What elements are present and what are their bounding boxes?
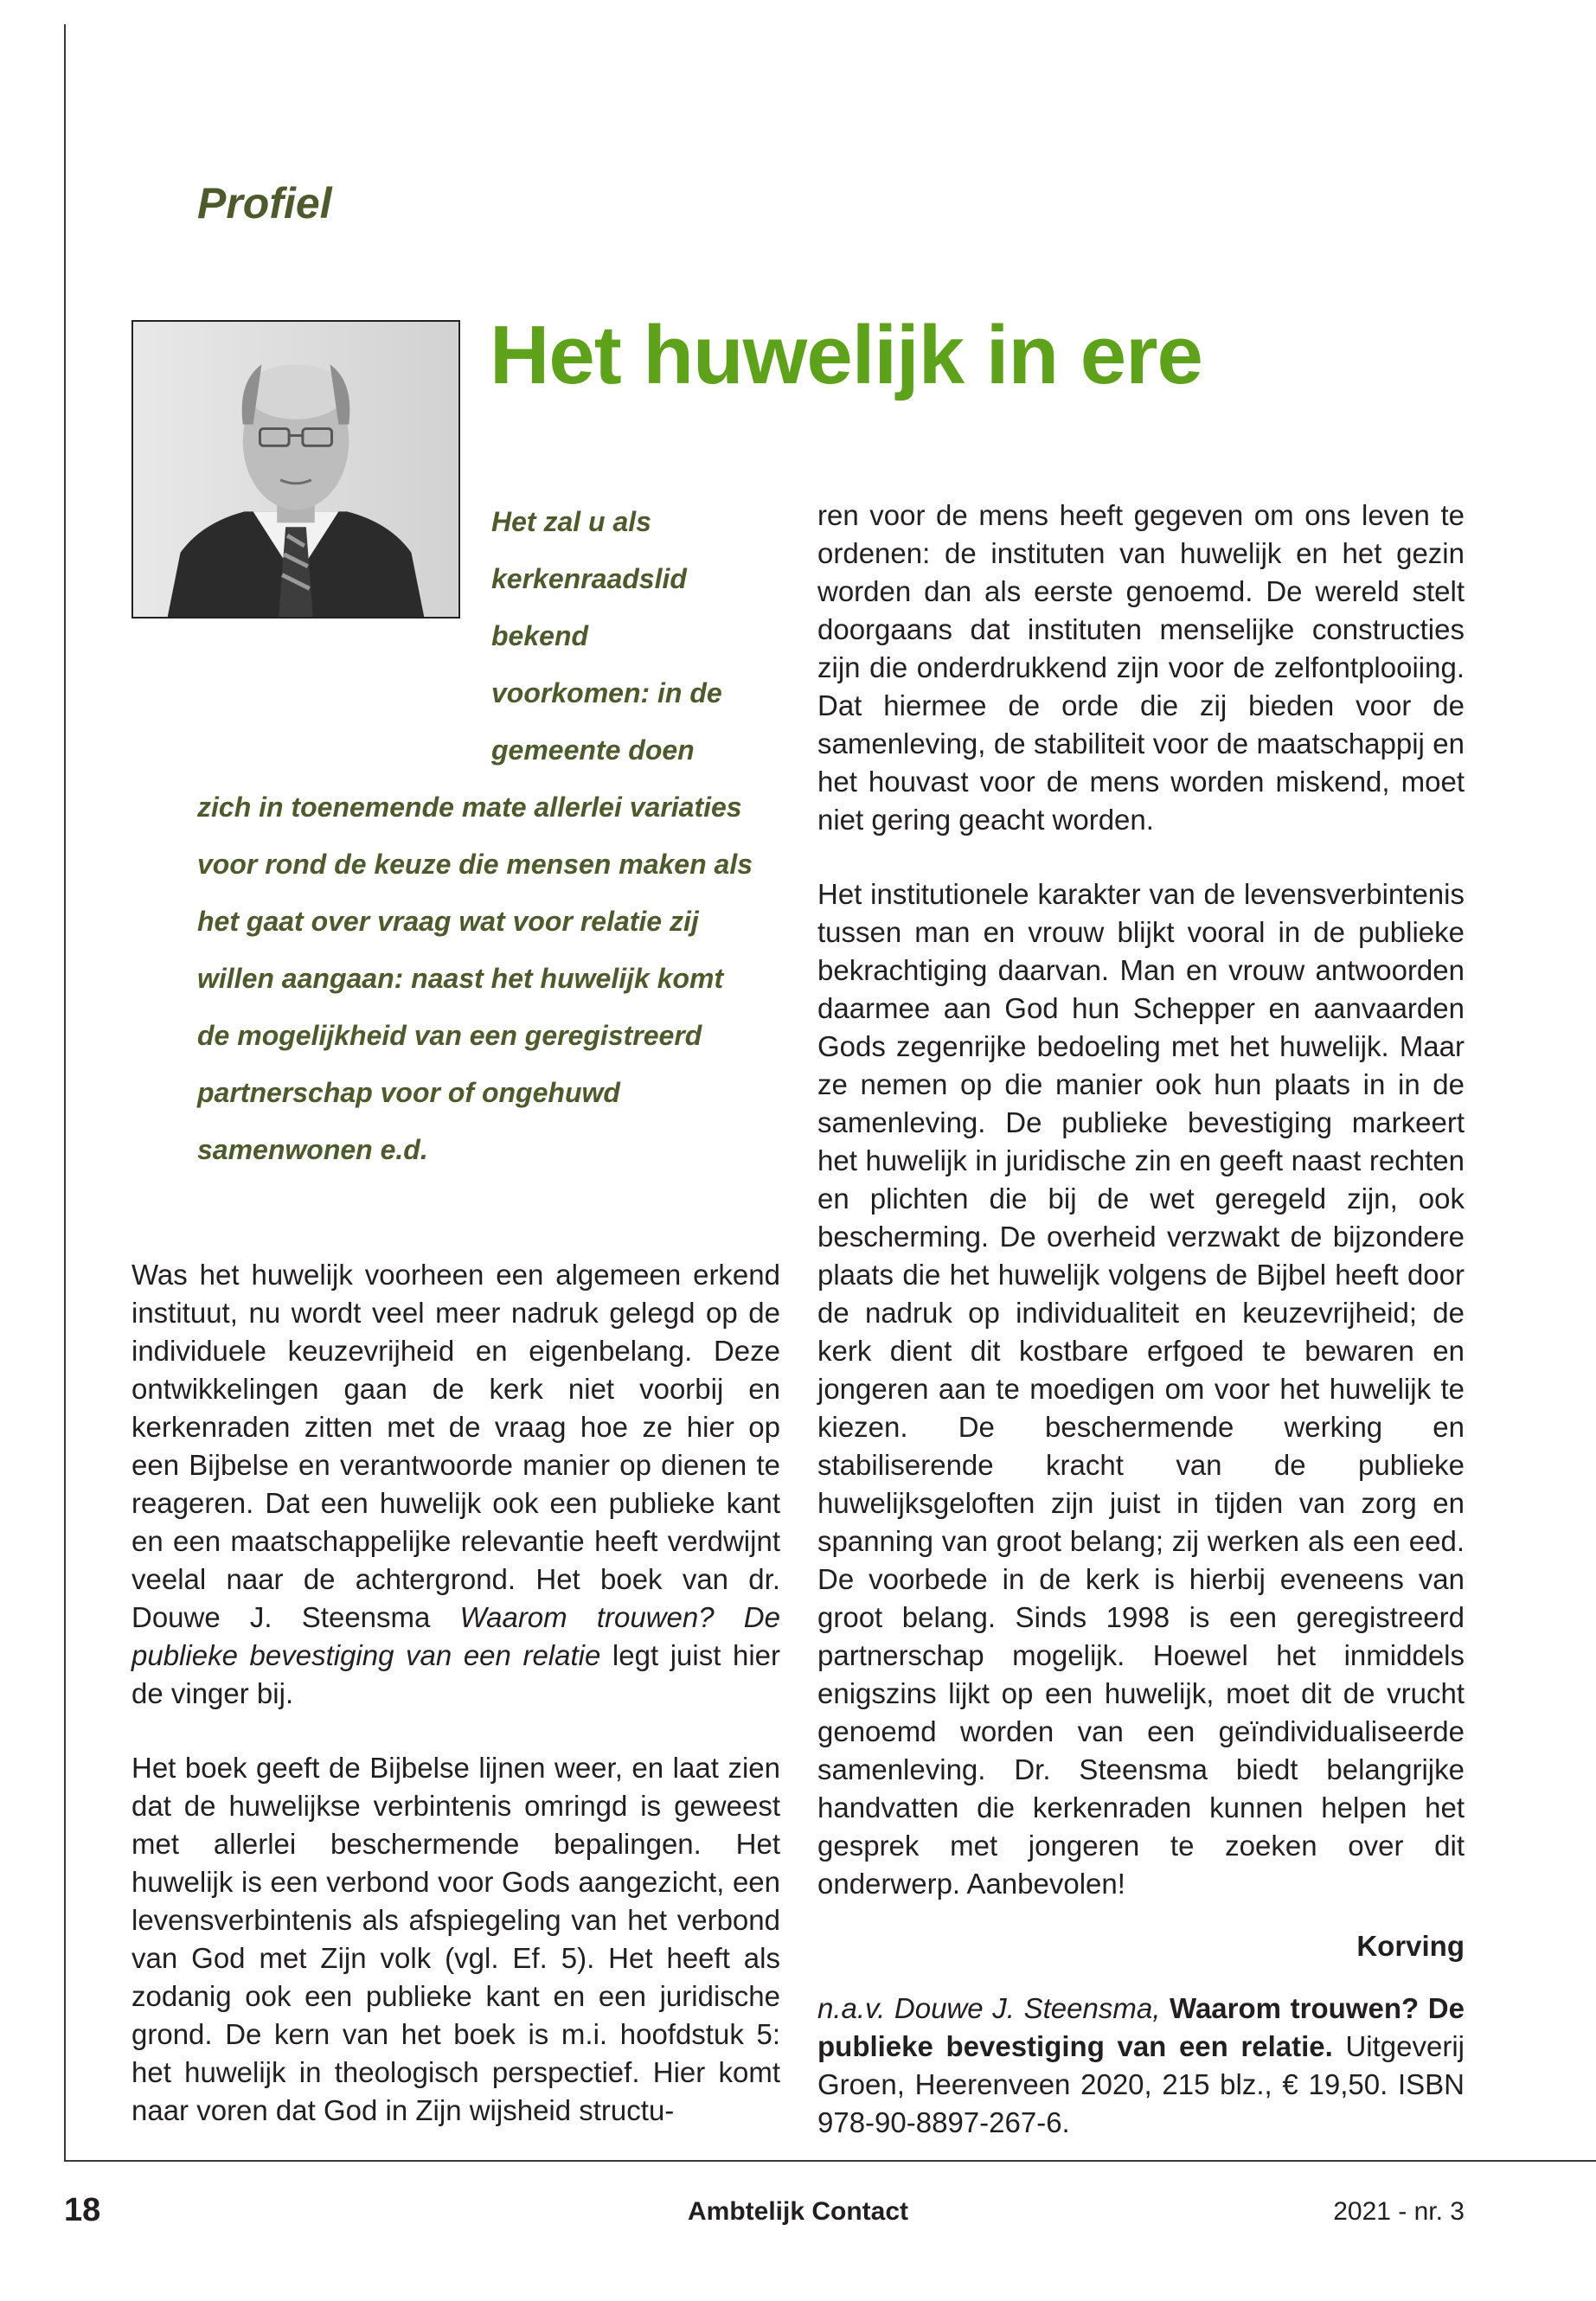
intro-pullquote [197, 493, 753, 1178]
paragraph: ren voor de mens heeft gegeven om ons leven te ordenen: de instituten van huwelijk en het gezin worden dan als eerste genoemd. De wereld stelt doorgaans dat instituten menselijke constructies zijn die onderdrukkend zijn voor de zelfontplooiing. Dat hiermee de orde die zij bieden voor de samenleving, de stabiliteit voor de maatschappij en het houvast voor de mens worden miskend, moet niet gering geacht worden. [817, 499, 1465, 836]
intro-line: de mogelijkheid van een geregistreerd [197, 1020, 702, 1051]
page-number: 18 [64, 2192, 101, 2228]
author-signature: Korving [1356, 1930, 1465, 1962]
book-title-italic: Waarom trouwen? De publieke bevestiging van een relatie [131, 1601, 780, 1671]
paragraph-text: legt juist hier de vinger bij. [131, 1639, 780, 1709]
right-column [817, 497, 1465, 2142]
biblio-book-title: Waarom trouwen? De publieke bevestiging van een relatie. [817, 1992, 1465, 2062]
intro-line: voorkomen: in de [491, 677, 722, 708]
intro-line: zich in toenemende mate allerlei variaties [197, 792, 742, 823]
intro-line: willen aangaan: naast het huwelijk komt [197, 963, 724, 994]
intro-line: kerkenraadslid [491, 563, 687, 594]
intro-line: Het zal u als [491, 506, 651, 537]
issue-number: 2021 - nr. 3 [1333, 2197, 1465, 2226]
left-column [131, 1256, 780, 2166]
left-margin-rule [64, 24, 66, 2161]
page-title: Het huwelijk in ere [490, 309, 1202, 401]
paragraph: Het institutionele karakter van de levensverbintenis tussen man en vrouw blijkt vooral in de publieke bekrachtiging daarvan. Man en vrouw antwoorden daarmee aan God hun Schepper en aanvaarden Gods zegenrijke bedoeling met het huwelijk. Maar ze nemen op die manier ook hun plaats in in de samenleving. De publieke bevestiging markeert het huwelijk in juridische zin en geeft naast rechten en plichten die bij de wet geregeld zijn, ook bescherming. De overheid verzwakt de bijzondere plaats die het huwelijk volgens de Bijbel heeft door de nadruk op individualiteit en keuzevrijheid; de kerk dient dit kostbare erfgoed te bewaren en jongeren aan te moedigen om voor het huwelijk te kiezen. De beschermende werking en stabiliserende kracht van de publieke huwelijksgeloften zijn juist in tijden van zorg en spanning van groot belang; zij werken als een eed. De voorbede in de kerk is hierbij eveneens van groot belang. Sinds 1998 is een geregistreerd partnerschap mogelijk. Hoewel het inmiddels enigszins lijkt op een huwelijk, moet dit de vrucht genoemd worden van een geïndividualiseerde samenleving. Dr. Steensma biedt belangrijke handvatten die kerkenraden kunnen helpen het gesprek met jongeren te zoeken over dit onderwerp. Aanbevolen! [817, 878, 1465, 1900]
intro-line: voor rond de keuze die mensen maken als [197, 849, 753, 880]
biblio-details: Uitgeverij Groen, Heerenveen 2020, 215 blz., € 19,50. ISBN 978-90-8897-267-6. [817, 2030, 1465, 2138]
intro-line: het gaat over vraag wat voor relatie zij [197, 906, 699, 937]
bibliography [817, 1990, 1465, 2142]
section-label: Profiel [197, 179, 332, 228]
paragraph: Het boek geeft de Bijbelse lijnen weer, en laat zien dat de huwelijkse verbintenis omringd is geweest met allerlei beschermende bepalingen. Het huwelijk is een verbond voor Gods aangezicht, een levensverbintenis als afspiegeling van het verbond van God met Zijn volk (vgl. Ef. 5). Het heeft als zodanig ook een publieke kant en een juridische grond. De kern van het boek is m.i. hoofdstuk 5: het huwelijk in theologisch perspectief. Hier komt naar voren dat God in Zijn wijsheid structu- [131, 1752, 780, 2126]
intro-line: gemeente doen [491, 734, 695, 766]
paragraph [131, 1256, 780, 1713]
intro-line: bekend [491, 620, 589, 651]
magazine-name: Ambtelijk Contact [687, 2197, 909, 2226]
intro-line: samenwonen e.d. [197, 1134, 428, 1165]
paragraph-text: Was het huwelijk voorheen een algemeen erkend instituut, nu wordt veel meer nadruk gelegd op de individuele keuzevrijheid en eigenbelang. Deze ontwikkelingen gaan de kerk niet voorbij en kerkenraden zitten met de vraag hoe ze hier op een Bijbelse en verantwoorde manier op dienen te reageren. Dat een huwelijk ook een publieke kant en een maatschappelijke relevantie heeft verdwijnt veelal naar de achtergrond. Het boek van dr. Douwe J. Steensma [131, 1259, 780, 1633]
footer-rule [64, 2160, 1596, 2162]
biblio-reference: n.a.v. Douwe J. Steensma, [817, 1992, 1161, 2024]
intro-line: partnerschap voor of ongehuwd [197, 1077, 620, 1108]
